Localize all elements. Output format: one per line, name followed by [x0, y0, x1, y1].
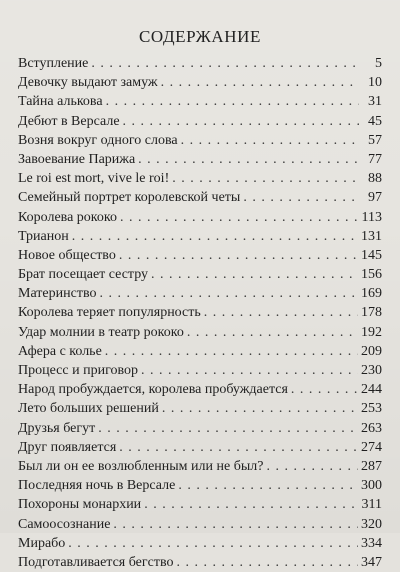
toc-entry-title: Друг появляется [18, 439, 117, 455]
toc-entry-title: Королева рококо [18, 209, 117, 225]
toc-page-number: 156 [361, 267, 382, 283]
toc-entry-title: Процесс и приговор [18, 363, 138, 378]
toc-entry-title: Тайна алькова [18, 94, 103, 110]
toc-page-number: 253 [361, 401, 382, 417]
toc-page-number: 311 [361, 497, 382, 513]
leader-dots [120, 208, 359, 227]
toc-row [18, 342, 382, 361]
toc-page-number: 31 [368, 94, 382, 110]
toc-page-number: 287 [361, 458, 382, 474]
leader-dots [119, 246, 358, 265]
leader-dots [187, 323, 358, 342]
toc-entry-title: Удар молнии в театр рококо [18, 324, 184, 340]
toc-row [18, 438, 382, 457]
leader-dots [243, 188, 359, 207]
toc-entry-title: Семейный портрет королевской четы [18, 190, 241, 206]
toc-row [18, 112, 382, 131]
toc-row [18, 323, 382, 342]
toc-entry-title: Брат посещает сестру [18, 267, 149, 283]
leader-dots [123, 112, 359, 131]
leader-dots [144, 495, 358, 514]
leader-dots [291, 380, 358, 399]
leader-dots [119, 438, 358, 457]
toc-entry-title: Афера с колье [18, 343, 102, 359]
toc-entry-title: Последняя ночь в Версале [18, 478, 176, 494]
toc-page-number: 209 [361, 343, 382, 359]
toc-entry-title: Лето больших решений [18, 401, 159, 417]
toc-page-number: 320 [361, 516, 382, 532]
toc-page-number: 169 [361, 286, 382, 302]
toc-row [18, 284, 382, 303]
toc-row [18, 476, 382, 495]
toc-page-number: 347 [361, 554, 382, 570]
leader-dots [178, 476, 358, 495]
toc-entry-title: Девочку выдают замуж [18, 75, 158, 91]
toc-row [18, 169, 382, 188]
toc-page-number: 113 [361, 209, 382, 225]
leader-dots [113, 515, 358, 534]
leader-dots [105, 342, 358, 361]
toc-page-number: 244 [361, 382, 382, 398]
toc-row [18, 208, 382, 227]
toc-row [18, 150, 382, 169]
toc-page-number: 145 [361, 247, 382, 263]
toc-row [18, 515, 382, 534]
toc-row [18, 303, 382, 322]
toc-page-number: 77 [368, 151, 382, 167]
toc-page-number: 300 [361, 478, 382, 494]
leader-dots [161, 73, 359, 92]
toc-entry-title: Самоосознание [18, 516, 111, 532]
leader-dots [72, 227, 358, 246]
leader-dots [138, 150, 359, 169]
toc-page-number: 230 [361, 363, 382, 378]
toc-row [18, 399, 382, 418]
table-of-contents [18, 54, 382, 572]
toc-entry-title: Дебют в Версале [18, 113, 120, 129]
toc-page-number: 274 [361, 439, 382, 455]
toc-row [18, 265, 382, 284]
toc-page-number: 88 [368, 171, 382, 187]
toc-entry-title: Материнство [18, 286, 97, 302]
leader-dots [266, 457, 358, 476]
toc-entry-title: Новое общество [18, 247, 116, 263]
leader-dots [181, 131, 359, 150]
toc-entry-title: Мирабо [18, 535, 66, 551]
leader-dots [68, 534, 358, 553]
toc-row [18, 457, 382, 476]
toc-row [18, 495, 382, 514]
toc-row [18, 188, 382, 207]
page-title: СОДЕРЖАНИЕ [138, 27, 262, 46]
toc-page-number: 97 [368, 190, 382, 206]
leader-dots [176, 553, 358, 572]
toc-entry-title: Вступление [18, 56, 89, 71]
toc-entry-title: Народ пробуждается, королева пробуждается [18, 382, 288, 398]
leader-dots [91, 54, 359, 73]
toc-entry-title: Трианон [18, 228, 69, 244]
toc-entry-title: Le roi est mort, vive le roi! [18, 171, 170, 187]
toc-row [18, 227, 382, 246]
leader-dots [98, 419, 358, 438]
toc-row [18, 92, 382, 111]
toc-entry-title: Был ли он ее возлюбленным или не был? [18, 458, 264, 474]
toc-page-number: 45 [368, 113, 382, 129]
toc-page-number: 192 [361, 324, 382, 340]
leader-dots [99, 284, 358, 303]
leader-dots [106, 92, 359, 111]
toc-row [18, 553, 382, 572]
leader-dots [141, 361, 358, 380]
toc-row [18, 246, 382, 265]
leader-dots [151, 265, 358, 284]
toc-entry-title: Друзья бегут [18, 420, 96, 436]
toc-entry-title: Королева теряет популярность [18, 305, 201, 321]
toc-row [18, 73, 382, 92]
toc-page-number: 334 [361, 535, 382, 551]
toc-row [18, 419, 382, 438]
toc-entry-title: Подготавливается бегство [18, 554, 174, 570]
toc-page-number: 5 [375, 56, 382, 71]
toc-entry-title: Возня вокруг одного слова [18, 132, 178, 148]
toc-row [18, 131, 382, 150]
leader-dots [162, 399, 358, 418]
toc-row [18, 361, 382, 380]
bleed-through-text [130, 0, 400, 22]
toc-page-number: 57 [368, 132, 382, 148]
leader-dots [172, 169, 359, 188]
toc-row [18, 534, 382, 553]
toc-row [18, 54, 382, 73]
toc-page-number: 263 [361, 420, 382, 436]
toc-entry-title: Похороны монархии [18, 497, 142, 513]
toc-page-number: 10 [368, 75, 382, 91]
leader-dots [204, 303, 358, 322]
toc-page-number: 178 [361, 305, 382, 321]
toc-page-number: 131 [361, 228, 382, 244]
toc-entry-title: Завоевание Парижа [18, 151, 136, 167]
toc-row [18, 380, 382, 399]
